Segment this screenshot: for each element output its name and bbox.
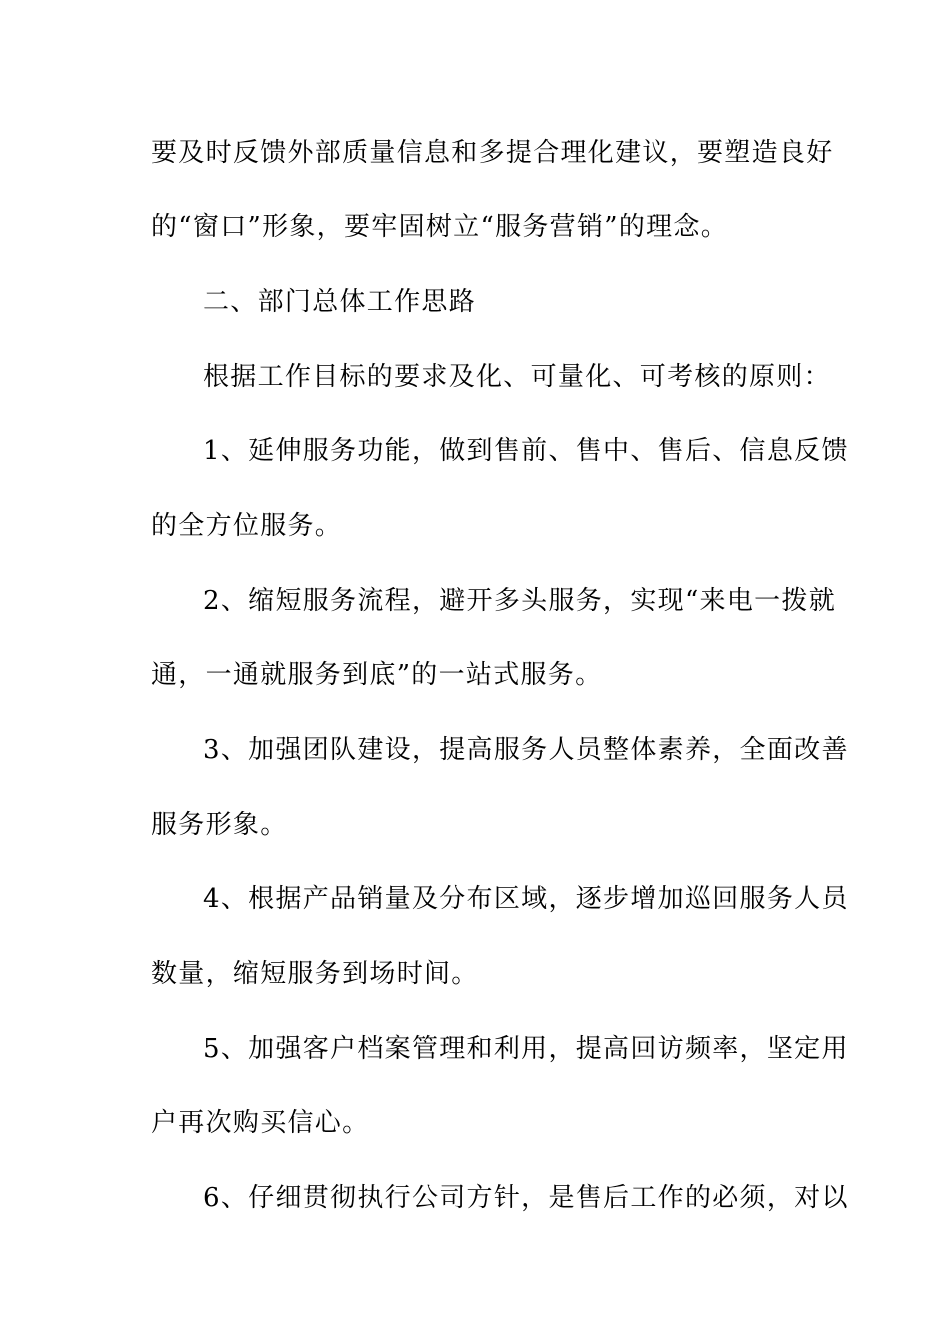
list-item-5-line-2: 户再次购买信心。: [151, 1108, 370, 1138]
list-item-4-line-1: 4、根据产品销量及分布区域，逐步增加巡回服务人员: [203, 884, 849, 914]
list-item-3-line-2: 服务形象。: [151, 810, 288, 840]
section-heading: 二、部门总体工作思路: [203, 287, 477, 317]
list-item-1-line-2: 的全方位服务。: [151, 511, 343, 541]
list-item-4-line-2: 数量，缩短服务到场时间。: [151, 959, 479, 989]
list-item-3-line-1: 3、加强团队建设，提高服务人员整体素养，全面改善: [203, 735, 849, 765]
list-item-6-line-1: 6、仔细贯彻执行公司方针，是售后工作的必须，对以: [203, 1183, 849, 1213]
paragraph-line-1: 要及时反馈外部质量信息和多提合理化建议，要塑造良好: [151, 138, 834, 168]
paragraph-line-2: 的“窗口”形象，要牢固树立“服务营销”的理念。: [151, 212, 729, 242]
list-item-2-line-2: 通，一通就服务到底”的一站式服务。: [151, 660, 603, 690]
list-item-1-line-1: 1、延伸服务功能，做到售前、售中、售后、信息反馈: [203, 436, 849, 466]
paragraph-line-4: 根据工作目标的要求及化、可量化、可考核的原则：: [203, 362, 831, 392]
list-item-2-line-1: 2、缩短服务流程，避开多头服务，实现“来电一拨就: [203, 586, 837, 616]
list-item-5-line-1: 5、加强客户档案管理和利用，提高回访频率，坚定用: [203, 1034, 849, 1064]
